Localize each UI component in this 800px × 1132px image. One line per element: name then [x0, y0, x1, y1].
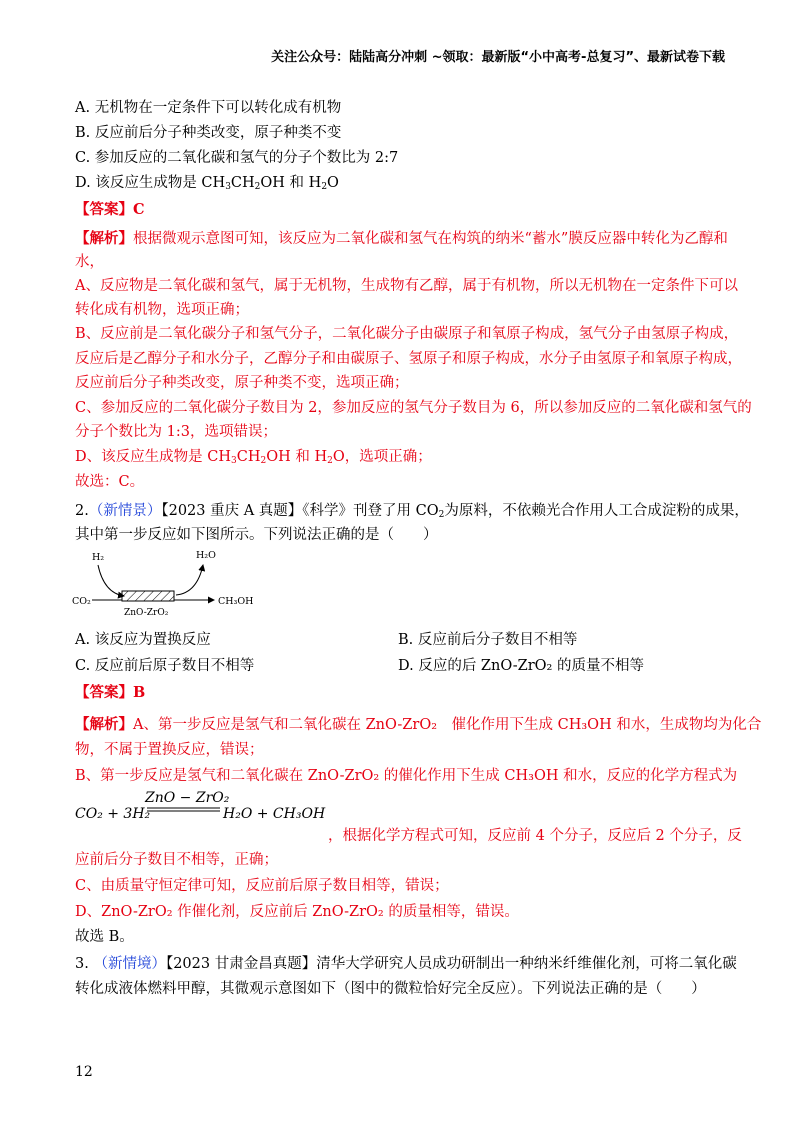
- q1-d-line: D、该反应生成物是 $CH_3CH_2OH$ 和 $H_2O$，选项正确；: [75, 449, 432, 466]
- q3-stem: 3. （新情境）【2023 甘肃金昌真题】清华大学研究人员成功研制出一种纳米纤维催化剂，可将二氧化碳: [75, 956, 737, 972]
- q1-c-line1: C、参加反应的二氧化碳分子数目为 2，参加反应的氢气分子数目为 6，所以参加反应的二氧化碳和氢气的: [75, 400, 752, 416]
- catalyst-label: ZnO-ZrO₂: [124, 608, 169, 618]
- ch3oh-label: CH₃OH: [218, 596, 254, 607]
- q2-b-line1: B、第一步反应是氢气和二氧化碳在 ZnO-ZrO₂ 的催化作用下生成 CH₃OH 和水，反应的化学方程式为: [75, 768, 738, 784]
- h2-label: H₂: [92, 552, 105, 563]
- q1-answer: 【答案】C: [75, 201, 145, 218]
- q1-b-line2: 反应后是乙醇分子和水分子，乙醇分子和由碳原子、氢原子和原子构成，水分子由氢原子和氧原子构成，: [75, 351, 742, 367]
- q2-d-line: D、ZnO-ZrO₂ 作催化剂，反应前后 ZnO-ZrO₂ 的质量相等，错误。: [75, 904, 519, 920]
- catalyst-box: [122, 591, 174, 601]
- q2-option-a: A. 该反应为置换反应: [75, 632, 211, 648]
- reaction-diagram: [72, 545, 262, 620]
- q2-stem: 2.（新情景）【2023 重庆 A 真题】《科学》刊登了用 $CO_2$为原料，不依赖光合作用人工合成淀粉的成果，: [75, 503, 749, 520]
- q2-b-line2: ，根据化学方程式可知，反应前 4 个分子，反应后 2 个分子，反: [328, 828, 742, 844]
- q1-a-line2: 转化成有机物，选项正确；: [75, 302, 249, 318]
- q2-b-line3: 应前后分子数目不相等，正确；: [75, 852, 278, 868]
- chemical-equation: [75, 788, 335, 828]
- q2-option-b: B. 反应前后分子数目不相等: [398, 632, 578, 648]
- q1-b-line1: B、反应前是二氧化碳分子和氢气分子，二氧化碳分子由碳原子和氧原子构成，氢气分子由氢原子构成，: [75, 326, 739, 342]
- q1-b-line3: 反应前后分子种类改变，原子种类不变，选项正确；: [75, 375, 409, 391]
- q2-stem-cont: 其中第一步反应如下图所示。下列说法正确的是（ ）: [75, 527, 438, 543]
- equation-reactants: CO₂ + 3H₂: [75, 806, 151, 822]
- page-header: 关注公众号：陆陆高分冲刺 ~领取：最新版“小中高考-总复习”、最新试卷下载: [271, 50, 725, 65]
- q2-a-line1: 【解析】A、第一步反应是氢气和二氧化碳在 ZnO-ZrO₂ 催化作用下生成 CH₃OH 和水，生成物均为化合: [75, 716, 762, 733]
- q1-a-line1: A、反应物是二氧化碳和氢气，属于无机物，生成物有乙醇，属于有机物，所以无机物在一定条件下可以: [75, 278, 738, 294]
- q2-conclusion: 故选 B。: [75, 929, 134, 945]
- q1-analysis: 【解析】根据微观示意图可知，该反应为二氧化碳和氢气在构筑的纳米“蓄水”膜反应器中转化为乙醇和: [75, 230, 728, 247]
- q2-option-c: C. 反应前后原子数目不相等: [75, 658, 255, 674]
- q2-answer: 【答案】B: [75, 684, 146, 701]
- q2-c-line: C、由质量守恒定律可知，反应前后原子数目相等，错误；: [75, 878, 449, 894]
- q1-option-a: A. 无机物在一定条件下可以转化成有机物: [75, 100, 342, 116]
- q1-option-b: B. 反应前后分子种类改变，原子种类不变: [75, 125, 342, 141]
- equation-catalyst: ZnO − ZrO₂: [145, 790, 230, 806]
- q1-analysis-cont: 水，: [75, 254, 104, 270]
- page-number: 12: [75, 1064, 93, 1080]
- q1-option-c: C. 参加反应的二氧化碳和氢气的分子个数比为 2:7: [75, 150, 399, 166]
- q2-a-line2: 物，不属于置换反应，错误；: [75, 742, 264, 758]
- h2o-label: H₂O: [196, 550, 216, 561]
- h2o-out-arrow: [176, 565, 203, 595]
- q1-c-line2: 分子个数比为 1:3，选项错误；: [75, 424, 277, 440]
- co2-label: CO₂: [72, 596, 91, 607]
- q3-stem-cont: 转化成液体燃料甲醇，其微观示意图如下（图中的微粒恰好完全反应）。下列说法正确的是（ ）: [75, 981, 706, 997]
- equation-products: H₂O + CH₃OH: [223, 806, 326, 822]
- q1-option-d: D. 该反应生成物是 $CH_3CH_2OH$ 和 $H_2O$: [75, 175, 339, 192]
- q1-conclusion: 故选：C。: [75, 474, 145, 490]
- q2-option-d: D. 反应的后 ZnO-ZrO₂ 的质量不相等: [398, 658, 644, 674]
- h2-in-arrow: [98, 565, 124, 596]
